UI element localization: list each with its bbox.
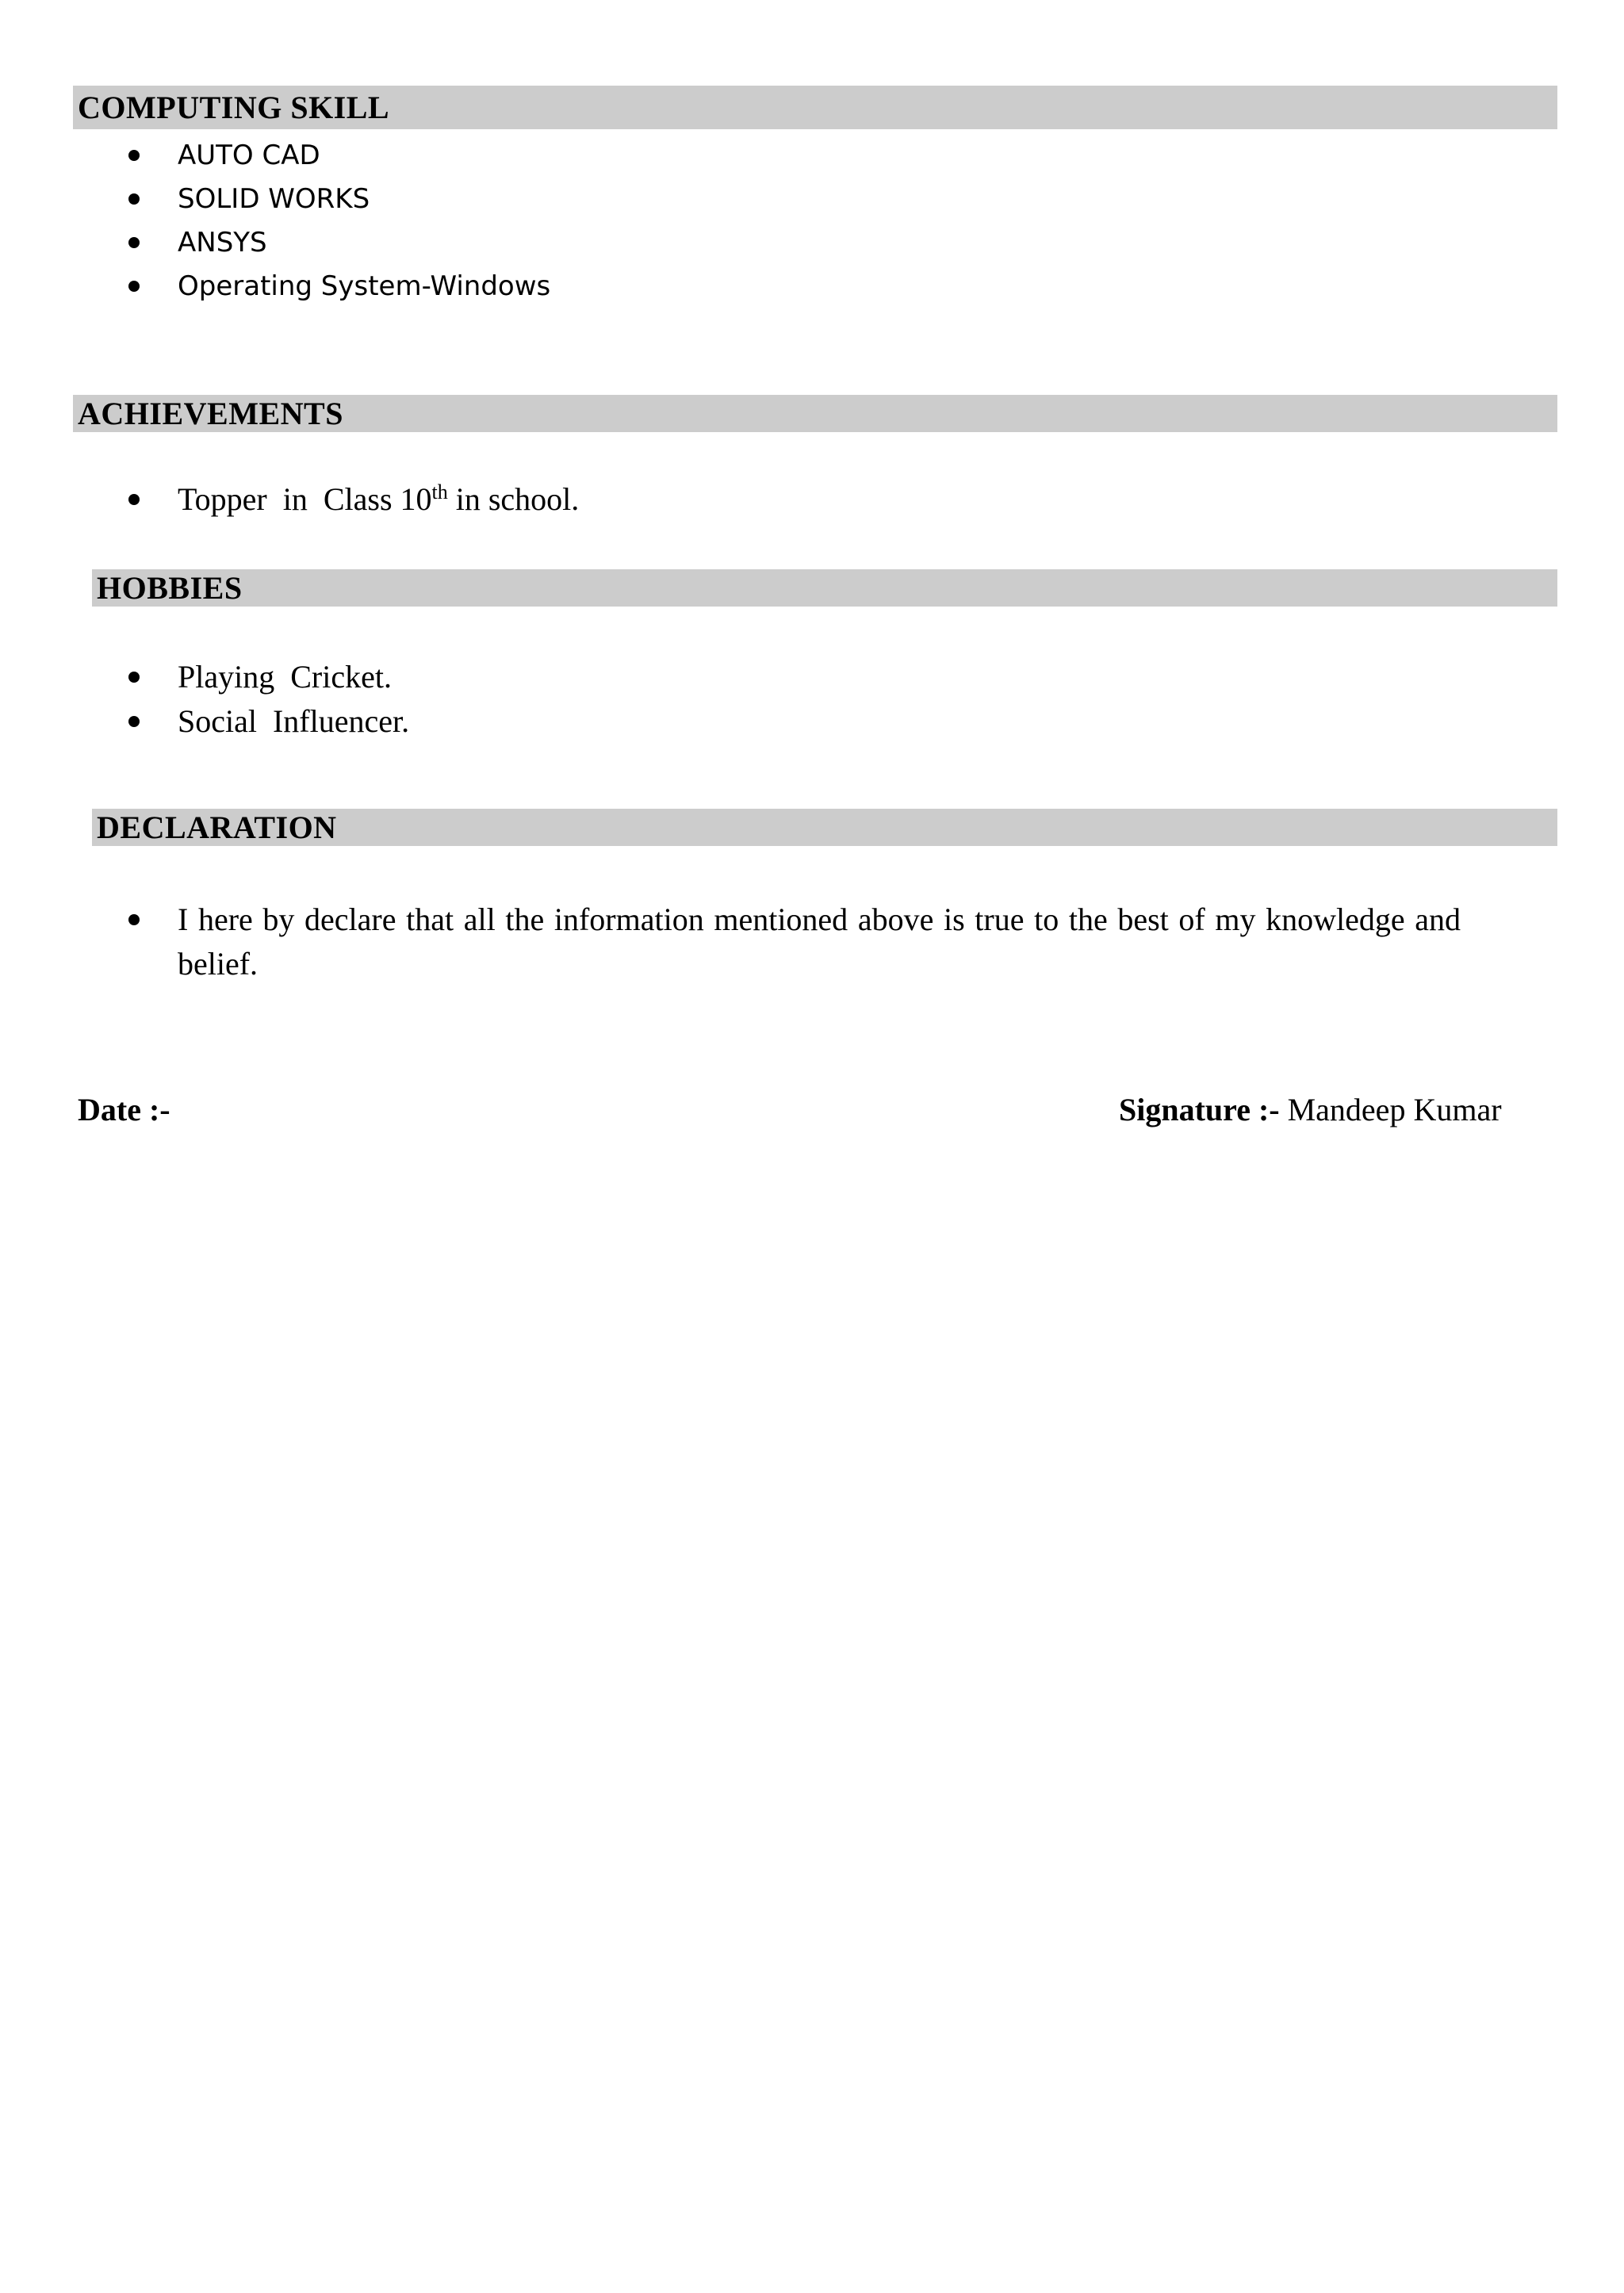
computing-skill-list <box>128 134 1477 308</box>
bullet-icon <box>128 914 140 925</box>
list-item <box>128 134 1477 178</box>
date-label-text: Date :- <box>78 1092 170 1127</box>
date-label <box>78 1094 170 1126</box>
bullet-icon <box>128 281 140 292</box>
skill-label: Operating System-Windows <box>178 270 551 302</box>
declaration-heading-text: DECLARATION <box>97 809 337 845</box>
hobbies-heading-text: HOBBIES <box>97 569 243 606</box>
list-item <box>128 178 1477 221</box>
skill-label: AUTO CAD <box>178 140 320 171</box>
bullet-icon <box>128 672 140 683</box>
bullet-icon <box>128 150 140 161</box>
bullet-icon <box>128 193 140 205</box>
bullet-icon <box>128 237 140 248</box>
declaration-list <box>128 898 1461 986</box>
signature-name: Mandeep Kumar <box>1287 1092 1502 1127</box>
achievement-text <box>178 481 579 517</box>
hobbies-list <box>128 655 1477 744</box>
hobby-label: Social Influencer. <box>178 703 410 739</box>
list-item <box>128 898 1461 986</box>
hobbies-heading <box>92 569 1557 607</box>
bullet-icon <box>128 494 140 505</box>
list-item <box>128 699 1477 744</box>
skill-label: ANSYS <box>178 227 267 258</box>
list-item <box>128 655 1477 699</box>
achievement-prefix: Topper in Class 10 <box>178 481 432 517</box>
declaration-heading <box>92 809 1557 846</box>
computing-skill-heading-text: COMPUTING SKILL <box>78 89 390 125</box>
signature-label: Signature :- <box>1119 1092 1280 1127</box>
computing-skill-heading <box>73 86 1557 129</box>
list-item <box>128 477 1477 522</box>
achievements-heading-text: ACHIEVEMENTS <box>78 395 343 431</box>
signature-block <box>1119 1094 1502 1126</box>
list-item <box>128 221 1477 265</box>
list-item <box>128 265 1477 308</box>
declaration-text: I here by declare that all the information mentioned above is true to the best of my knowledge and belief. <box>178 902 1461 982</box>
bullet-icon <box>128 716 140 727</box>
skill-label: SOLID WORKS <box>178 183 370 215</box>
hobby-label: Playing Cricket. <box>178 659 392 695</box>
achievement-suffix: in school. <box>447 481 580 517</box>
achievement-superscript: th <box>431 480 448 503</box>
achievements-list <box>128 477 1477 522</box>
achievements-heading <box>73 395 1557 432</box>
